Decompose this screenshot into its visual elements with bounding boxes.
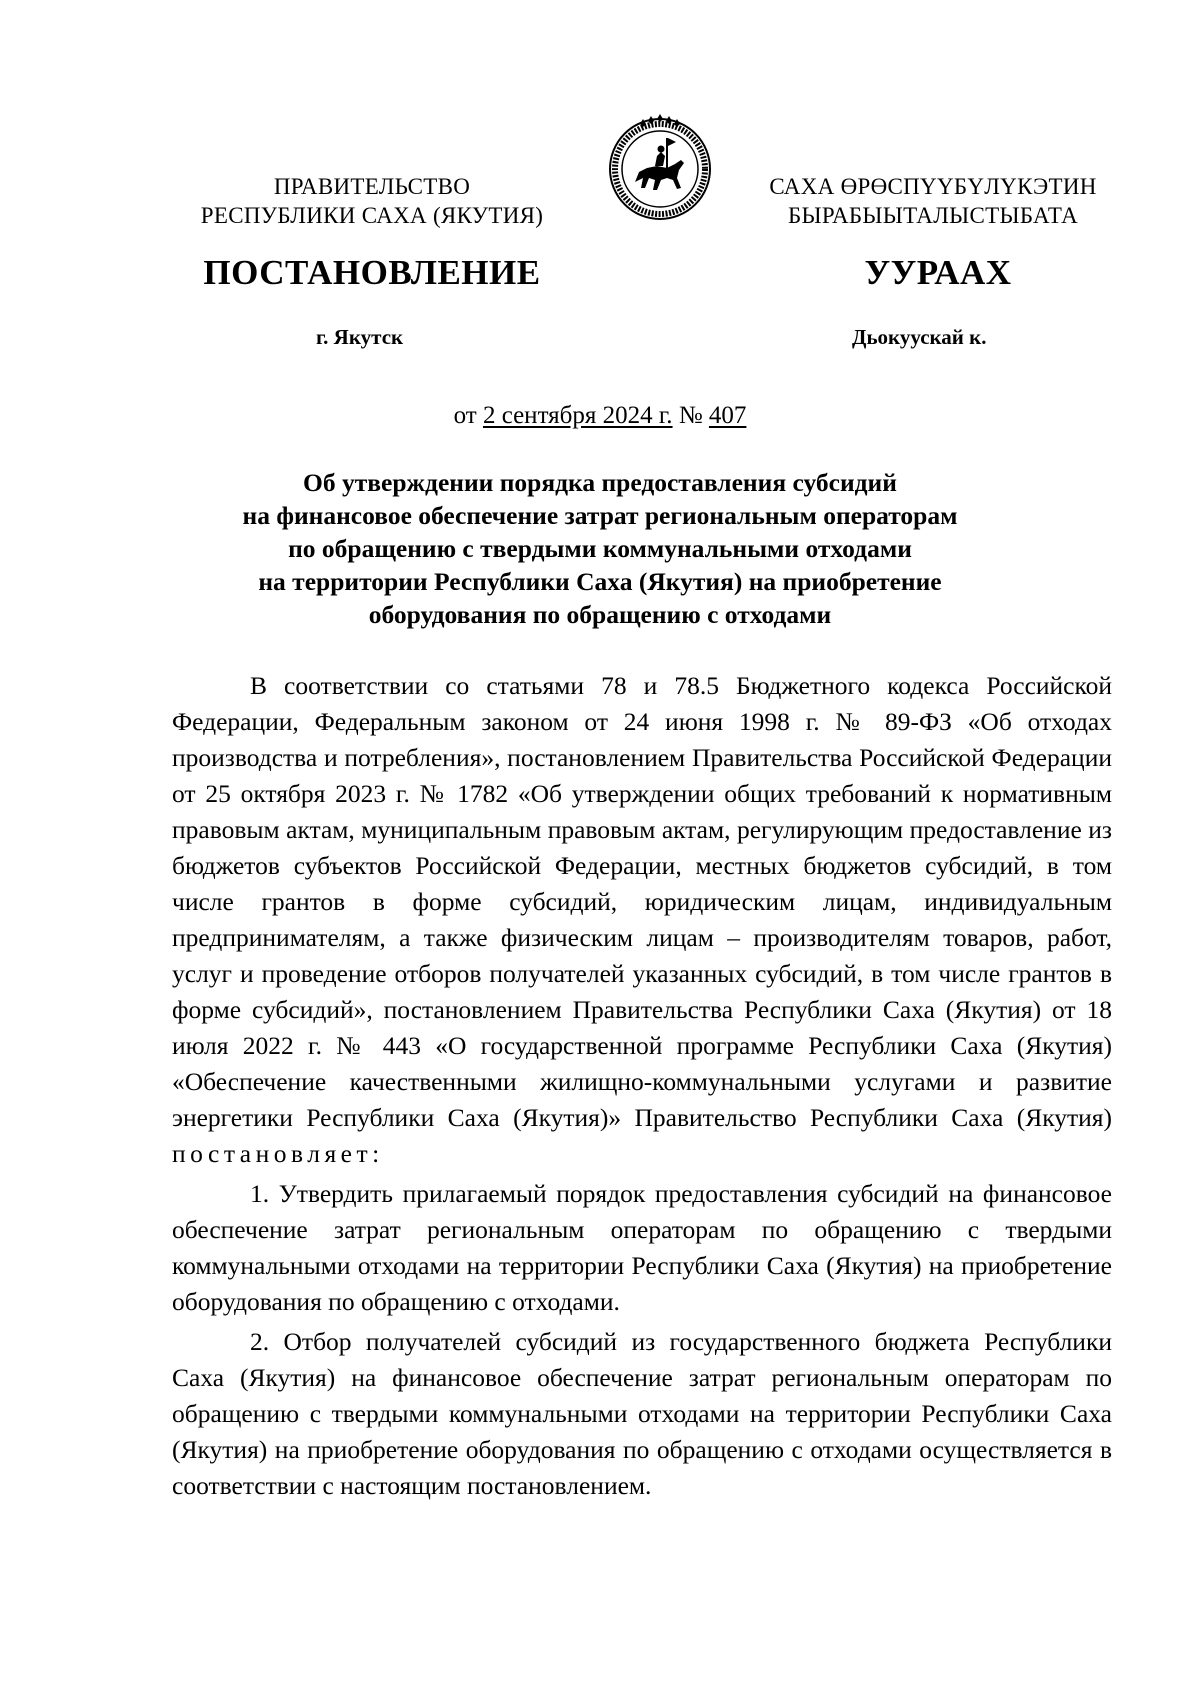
item-2-paragraph: 2. Отбор получателей субсидий из государственного бюджета Республики Саха (Якутия) на финансовое обеспечение затрат региональным операторам по обращению с твердыми коммунальными отходами на территории Республики Саха (Якутия) на приобретение оборудования по обращению с отходами осуществляется в соответствии с настоящим постановлением.	[172, 1327, 1112, 1500]
org-line: ПРАВИТЕЛЬСТВО	[273, 174, 471, 199]
preamble-text: В соответствии со статьями 78 и 78.5 Бюджетного кодекса Российской Федерации, Федеральным законом от 24 июня 1998 г. № 89-ФЗ «Об отходах производства и потребления», постановлением Правительства Российской Федерации от 25 октября 2023 г. № 1782 «Об утверждении общих требований к нормативным правовым актам, муниципальным правовым актам, регулирующим предоставление из бюджетов субъектов Российской Федерации, местных бюджетов субсидий, в том числе грантов в форме субсидий, юридическим лицам, индивидуальным предпринимателям, а также физическим лицам – производителям товаров, работ, услуг и проведение отборов получателей указанных субсидий, в том числе грантов в форме субсидий», постановлением Правительства Республики Саха (Якутия) от 18 июля 2022 г. № 443 «О государственной программе Республики Саха (Якутия) «Обеспечение качественными жилищно-коммунальными услугами и развитие энергетики Республики Саха (Якутия)» Правительство Республики Саха (Якутия)	[172, 671, 1112, 1132]
item-1-paragraph: 1. Утвердить прилагаемый порядок предоставления субсидий на финансовое обеспечение затрат региональным операторам по обращению с твердыми коммунальными отходами на территории Республики Саха (Якутия) на приобретение оборудования по обращению с отходами.	[172, 1179, 1112, 1316]
number-sign: №	[678, 402, 703, 429]
document-title	[150, 466, 1050, 631]
doctype-sakha: УУРААХ	[864, 253, 1012, 292]
coat-of-arms-emblem	[605, 112, 715, 222]
decree-word: постановляет:	[172, 1139, 384, 1168]
date-prefix: от	[453, 402, 477, 429]
document-body	[172, 668, 1112, 1504]
city-russian: г. Якутск	[316, 325, 404, 349]
government-name-sakha	[748, 172, 1118, 230]
government-name-russian	[172, 172, 572, 230]
preamble-paragraph	[172, 668, 1112, 1172]
title-line: Об утверждении порядка предоставления субсидий	[303, 468, 897, 497]
org-line: САХА ӨРӨСПҮҮБҮЛҮКЭТИН	[769, 174, 1097, 199]
title-line: на территории Республики Саха (Якутия) на приобретение	[258, 567, 942, 596]
org-line: РЕСПУБЛИКИ САХА (ЯКУТИЯ)	[200, 203, 544, 228]
title-line: по обращению с твердыми коммунальными отходами	[288, 534, 912, 563]
org-line: БЫРАБЫЫТАЛЫСТЫБАТА	[787, 203, 1079, 228]
doctype-russian: ПОСТАНОВЛЕНИЕ	[203, 253, 541, 292]
title-line: на финансовое обеспечение затрат региональным операторам	[242, 501, 958, 530]
city-sakha: Дьокуускай к.	[852, 325, 987, 349]
document-date-number	[0, 402, 1200, 430]
title-line: оборудования по обращению с отходами	[368, 600, 832, 629]
document-number: 407	[708, 402, 747, 429]
date-value: 2 сентября 2024 г.	[482, 402, 673, 429]
